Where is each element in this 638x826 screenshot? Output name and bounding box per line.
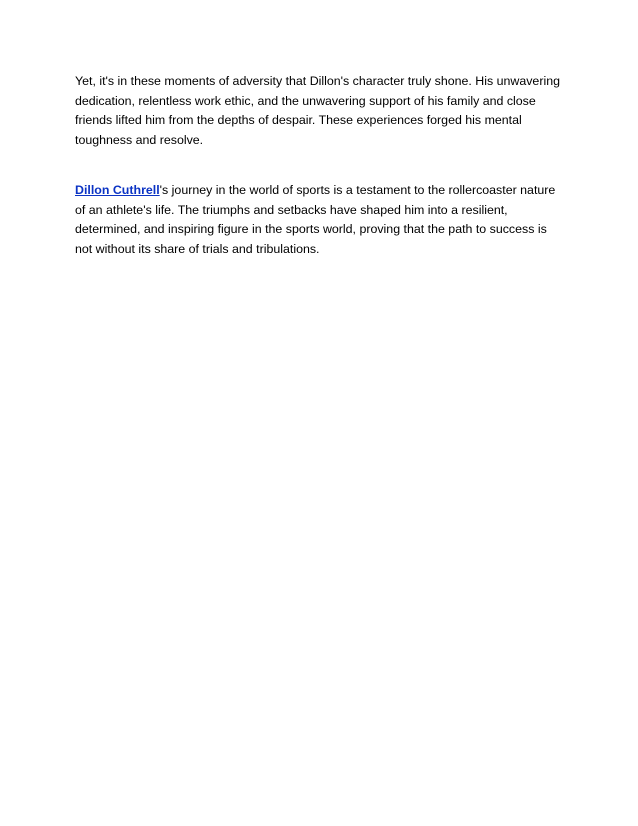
paragraph-adversity <box>75 72 565 151</box>
paragraph-adversity-text: Yet, it's in these moments of adversity that Dillon's character truly shone. His unwavering dedication, relentless work ethic, and the unwavering support of his family and close friends lifted him from the depths of despair. These experiences forged his mental toughness and resolve. <box>75 74 560 148</box>
paragraph-journey <box>75 181 565 260</box>
dillon-cuthrell-link[interactable]: Dillon Cuthrell <box>75 183 160 197</box>
paragraph-journey-text: 's journey in the world of sports is a testament to the rollercoaster nature of an athlete's life. The triumphs and setbacks have shaped him into a resilient, determined, and inspiring figure in the sports world, proving that the path to success is not without its share of trials and tribulations. <box>75 183 556 257</box>
